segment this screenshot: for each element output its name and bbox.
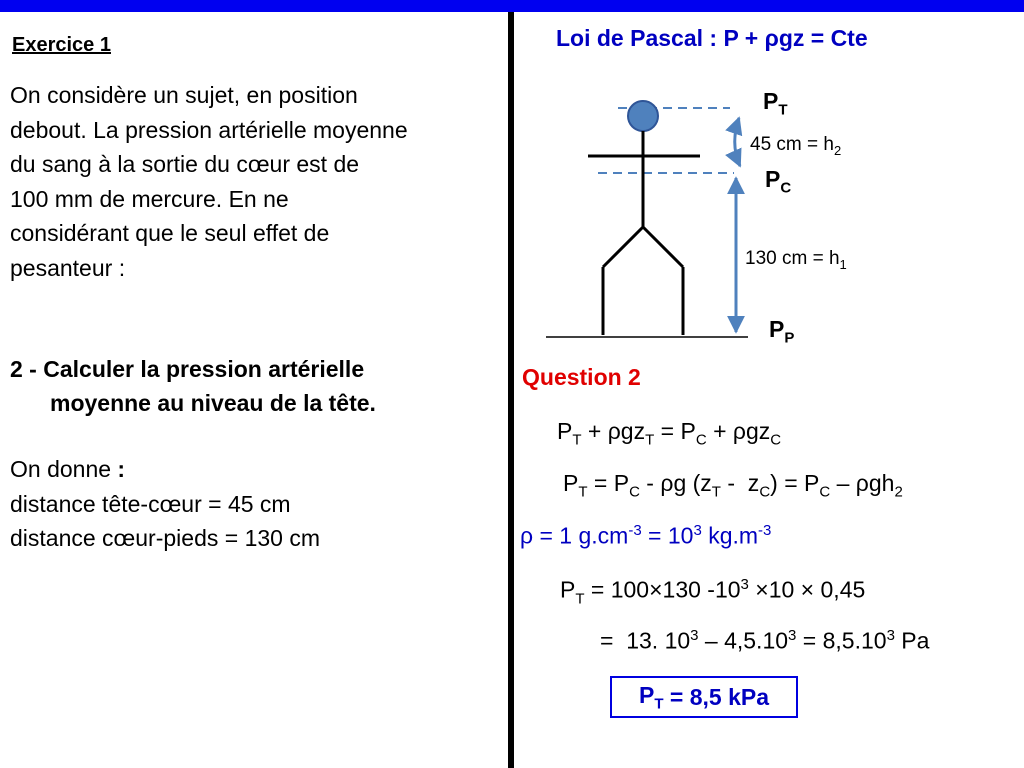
figure-head-icon: [628, 101, 658, 131]
question-heading: Question 2: [522, 364, 641, 390]
upper-dimension-arrow: [735, 118, 740, 166]
equation-pascal-balance: $P_T + \rho gz_T = P_C + \rho gz_C$: [557, 418, 782, 449]
question-statement: [10, 352, 376, 420]
figure-left-hip-line: [603, 227, 643, 267]
given-label: On donne: [10, 456, 112, 482]
statement-line: debout. La pression artérielle moyenne: [10, 116, 408, 143]
question-line: moyenne au niveau de la tête.: [50, 390, 376, 416]
heart-pressure-label: $P_C$: [765, 166, 792, 197]
statement-line: considérant que le seul effet de: [10, 220, 330, 246]
feet-pressure-label: $P_P$: [769, 316, 795, 347]
given-line: distance tête-cœur = 45 cm: [10, 490, 291, 517]
given-data: [10, 452, 320, 556]
final-result-box: $P_T$ = 8,5 kPa: [610, 676, 798, 718]
equation-head-pressure: $P_T = P_C - \rho g$ $(z_T - z_C) = P_C - \rho gh_2$: [563, 470, 903, 501]
statement-line: pesanteur :: [10, 254, 126, 281]
equation-numeric-result: = 13. $10^3 - 4,5.10^3 = 8,5.10^3$ Pa: [600, 627, 930, 654]
equation-density: ρ = 1 $g.cm^{-3} = 10^3$ $kg.m^{-3}$: [520, 522, 772, 549]
equation-numeric-substitution: $P_T = 100\times 130$ $-10^3 \times 10 \times 0,45$: [560, 576, 866, 608]
exercise-title: Exercice 1: [12, 34, 111, 56]
given-line: distance cœur-pieds = 130 cm: [10, 525, 320, 551]
statement-line: 100 mm de mercure. En ne: [10, 185, 289, 212]
statement-line: du sang à la sortie du cœur est de: [10, 151, 360, 177]
upper-distance-label: 45 cm = $h_2$: [750, 134, 842, 158]
figure-right-hip-line: [643, 227, 683, 267]
lower-distance-label: 130 cm = $h_1$: [745, 248, 847, 272]
exercise-statement: [10, 78, 510, 285]
pressure-diagram: [540, 80, 900, 360]
given-colon: :: [117, 456, 126, 482]
statement-line: On considère un sujet, en position: [10, 82, 358, 108]
top-bar: [0, 0, 1024, 12]
given-heading: [10, 452, 320, 487]
pascal-law-title: Loi de Pascal : P + ρgz = Cte: [556, 25, 868, 51]
question-line: 2 - Calculer la pression artérielle: [10, 356, 365, 382]
head-pressure-label: $P_T$: [763, 88, 788, 119]
